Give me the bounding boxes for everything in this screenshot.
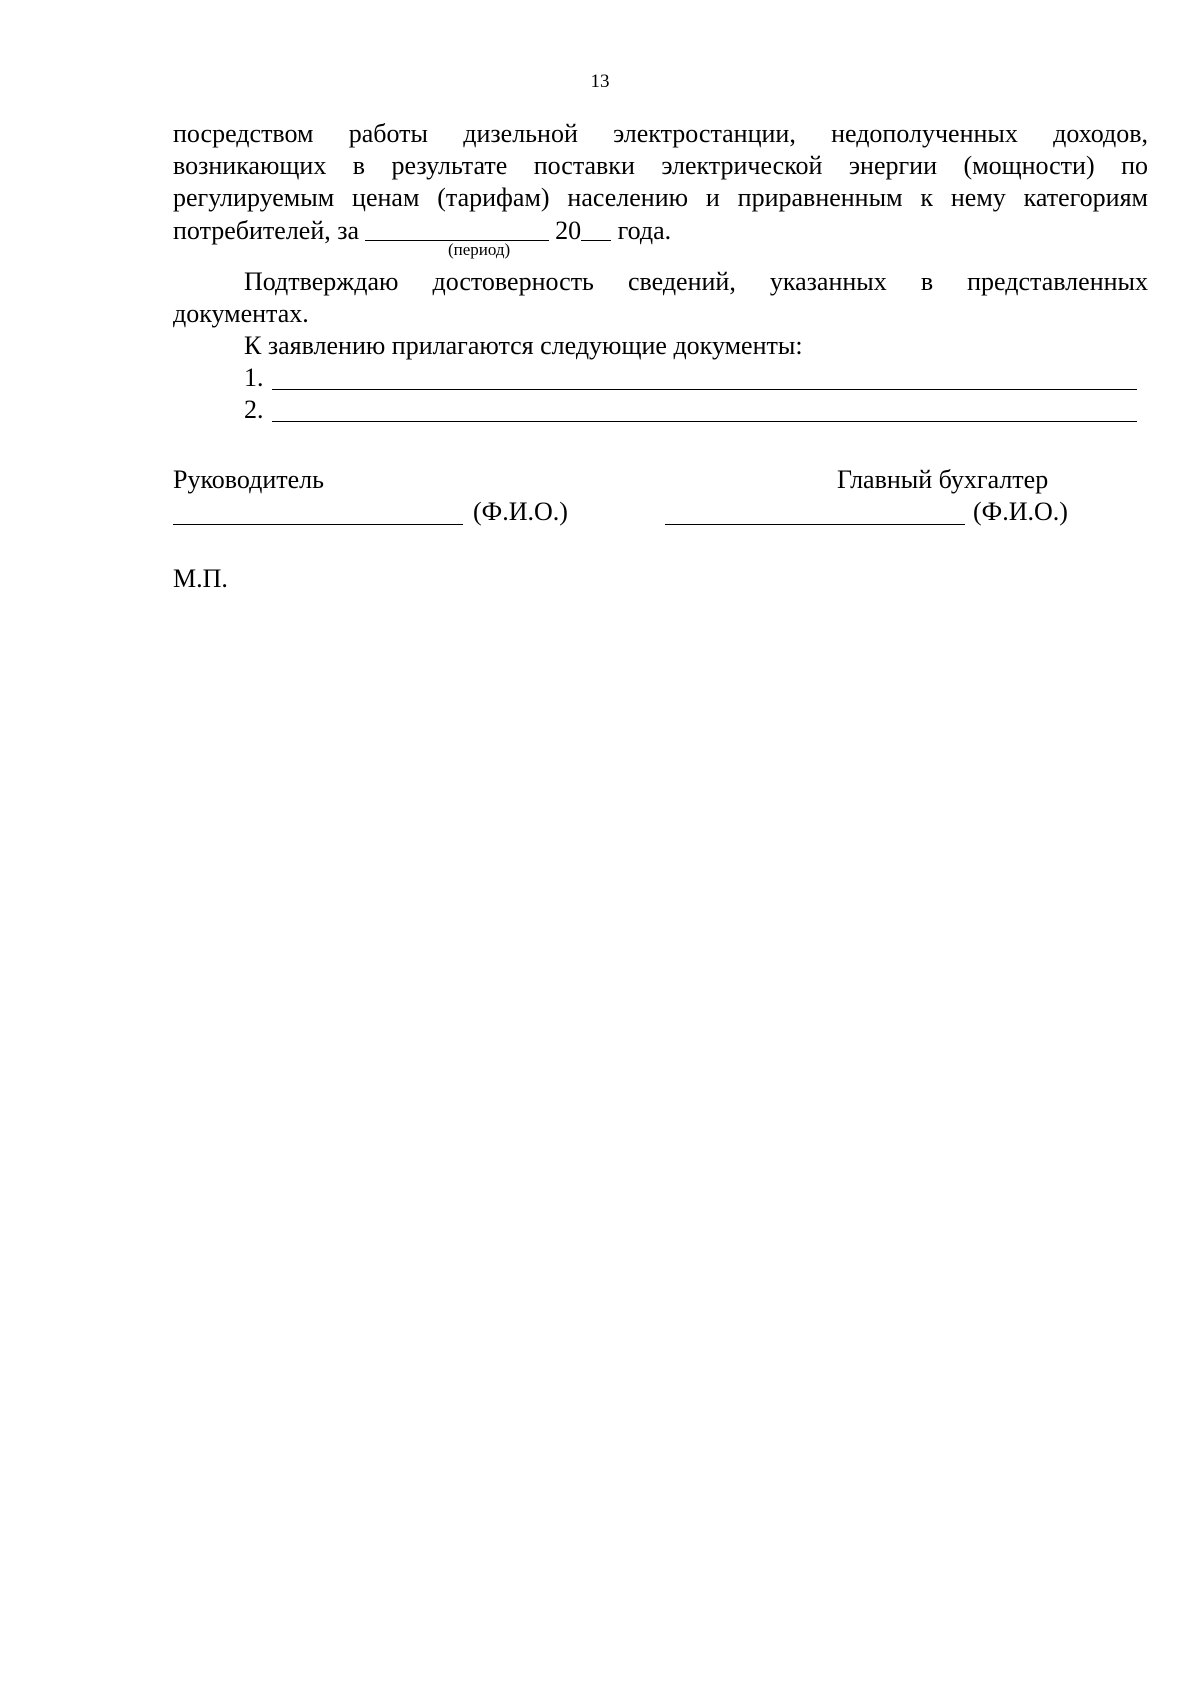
confirmation-line: Подтверждаю достоверность сведений, указанных в представленных	[244, 267, 1148, 296]
confirmation-line: документах.	[173, 299, 309, 328]
attachments-intro: К заявлению прилагаются следующие документы:	[244, 331, 803, 360]
period-line-prefix: потребителей, за	[173, 216, 360, 245]
attachment-number: 1.	[244, 363, 264, 392]
attachment-blank-field[interactable]	[272, 365, 1137, 390]
period-blank-field[interactable]	[365, 216, 549, 241]
attachment-item	[173, 394, 1148, 426]
attachment-blank-field[interactable]	[272, 397, 1137, 422]
chief-accountant-title: Главный бухгалтер	[837, 465, 1049, 494]
year-blank-field[interactable]	[581, 216, 611, 241]
director-fio-label: (Ф.И.О.)	[473, 497, 568, 526]
period-line-suffix: года.	[617, 216, 672, 245]
signature-lines-row	[173, 496, 1148, 528]
paragraph-line: регулируемым ценам (тарифам) населению и приравненным к нему категориям	[173, 183, 1148, 212]
chief-accountant-signature-field[interactable]	[665, 500, 965, 525]
period-caption: (период)	[448, 240, 511, 259]
document-body	[173, 118, 1148, 426]
signature-block	[173, 464, 1148, 528]
stamp-place-label: М.П.	[173, 564, 228, 593]
year-prefix: 20	[555, 216, 582, 245]
page-number: 13	[590, 71, 610, 92]
director-signature-field[interactable]	[173, 500, 463, 525]
attachment-number: 2.	[244, 395, 264, 424]
paragraph-line: возникающих в результате поставки электрической энергии (мощности) по	[173, 151, 1148, 180]
signature-titles-row	[173, 464, 1148, 496]
director-title: Руководитель	[173, 465, 324, 494]
attachment-item	[173, 362, 1148, 394]
chief-accountant-fio-label: (Ф.И.О.)	[973, 497, 1068, 526]
paragraph-line: посредством работы дизельной электростанции, недополученных доходов,	[173, 119, 1148, 148]
